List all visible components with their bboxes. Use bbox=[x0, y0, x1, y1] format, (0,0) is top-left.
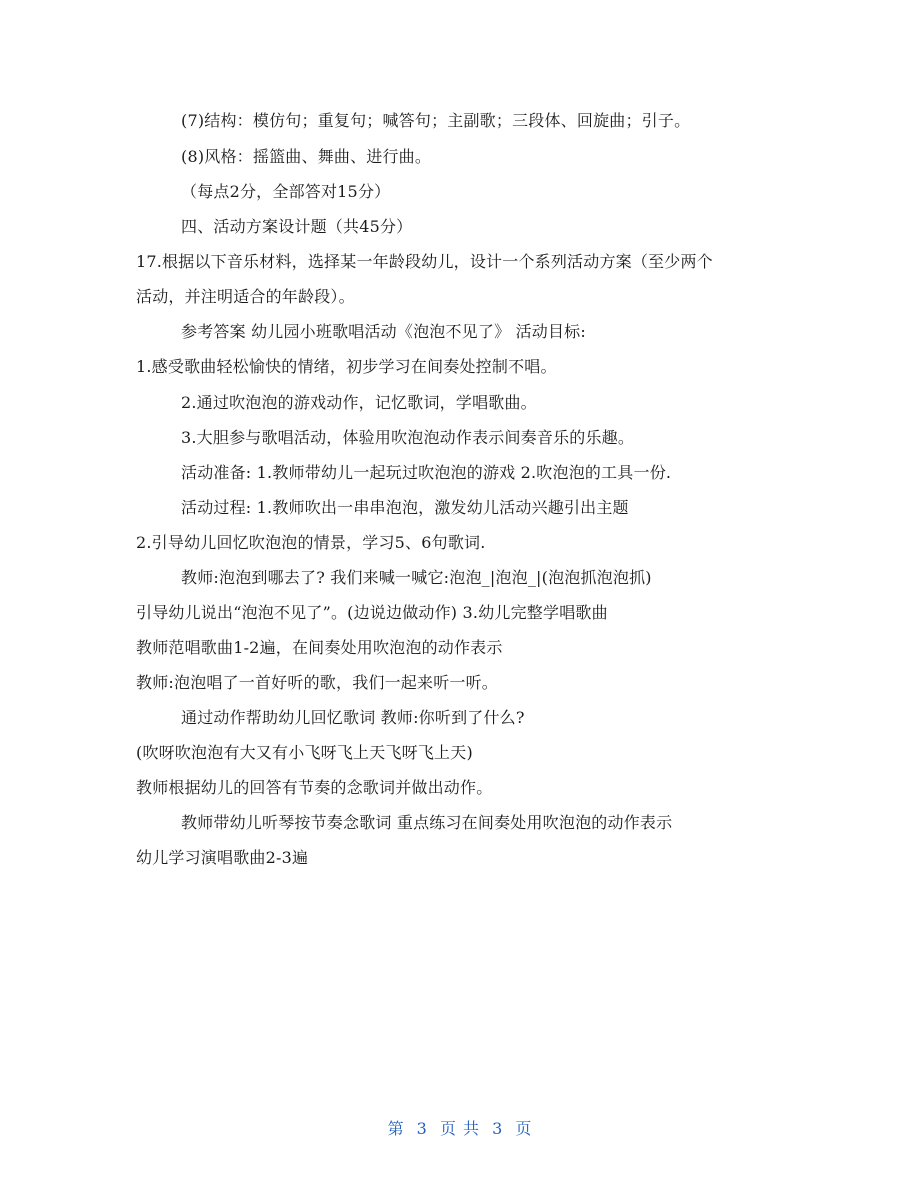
answer-heading: 参考答案 幼儿园小班歌唱活动《泡泡不见了》 活动目标: bbox=[181, 322, 586, 341]
footer-total-pages: 3 bbox=[492, 1119, 504, 1138]
text-line-style: (8)风格：摇篮曲、舞曲、进行曲。 bbox=[181, 147, 432, 166]
piano-practice: 教师带幼儿听琴按节奏念歌词 重点练习在间奏处用吹泡泡的动作表示 bbox=[181, 813, 673, 832]
question-line-2: 活动，并注明适合的年龄段）。 bbox=[136, 287, 355, 306]
section-heading: 四、活动方案设计题（共45分） bbox=[181, 217, 413, 236]
children-singing: 幼儿学习演唱歌曲2-3遍 bbox=[136, 848, 309, 867]
process-step-2: 2.引导幼儿回忆吹泡泡的情景，学习5、6句歌词. bbox=[136, 533, 486, 552]
footer-page-number: 3 bbox=[416, 1119, 428, 1138]
activity-process: 活动过程: 1.教师吹出一串串泡泡，激发幼儿活动兴趣引出主题 bbox=[181, 498, 629, 517]
teacher-rhythm: 教师根据幼儿的回答有节奏的念歌词并做出动作。 bbox=[136, 778, 493, 797]
lyrics-line: (吹呀吹泡泡有大又有小飞呀飞上天飞呀飞上天) bbox=[136, 743, 473, 762]
goal-item-2: 2.通过吹泡泡的游戏动作，记忆歌词，学唱歌曲。 bbox=[181, 393, 537, 412]
footer-middle: 页 共 bbox=[439, 1119, 481, 1138]
page-footer bbox=[0, 1116, 920, 1139]
text-line-structure: (7)结构：模仿句；重复句；喊答句；主副歌；三段体、回旋曲；引子。 bbox=[181, 111, 691, 130]
guide-line: 引导幼儿说出“泡泡不见了”。(边说边做动作) 3.幼儿完整学唱歌曲 bbox=[136, 603, 608, 622]
recall-lyrics: 通过动作帮助幼儿回忆歌词 教师:你听到了什么? bbox=[181, 708, 525, 727]
teacher-dialogue-1: 教师:泡泡到哪去了? 我们来喊一喊它:泡泡_|泡泡_|(泡泡抓泡泡抓) bbox=[181, 568, 652, 587]
footer-suffix: 页 bbox=[515, 1119, 533, 1138]
goal-item-3: 3.大胆参与歌唱活动，体验用吹泡泡动作表示间奏音乐的乐趣。 bbox=[181, 428, 635, 447]
activity-preparation: 活动准备: 1.教师带幼儿一起玩过吹泡泡的游戏 2.吹泡泡的工具一份. bbox=[181, 463, 672, 482]
footer-prefix: 第 bbox=[387, 1119, 405, 1138]
text-line-scoring: （每点2分，全部答对15分） bbox=[181, 182, 391, 201]
teacher-dialogue-2: 教师:泡泡唱了一首好听的歌，我们一起来听一听。 bbox=[136, 673, 498, 692]
teacher-demo: 教师范唱歌曲1-2遍，在间奏处用吹泡泡的动作表示 bbox=[136, 638, 503, 657]
question-line-1: 17.根据以下音乐材料，选择某一年龄段幼儿，设计一个系列活动方案（至少两个 bbox=[136, 252, 713, 271]
goal-item-1: 1.感受歌曲轻松愉快的情绪，初步学习在间奏处控制不唱。 bbox=[136, 357, 557, 376]
